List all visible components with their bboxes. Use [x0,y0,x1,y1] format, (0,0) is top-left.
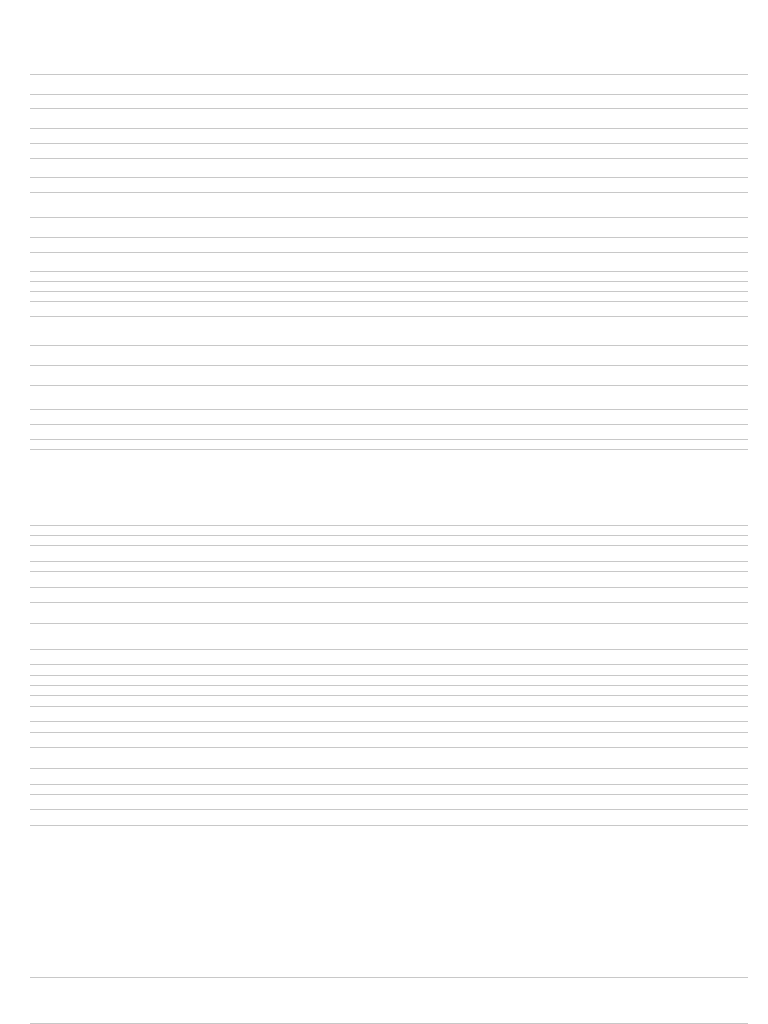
table-row [30,253,748,273]
table-row [30,159,748,179]
table-row [30,425,748,440]
table-row [30,536,748,546]
table-row [30,588,748,604]
table-row [30,650,748,666]
table-row [30,60,748,75]
table-row [30,665,748,675]
table-row [30,526,748,536]
table-row [30,272,748,282]
table-row [30,302,748,317]
table-row [30,144,748,159]
sheet-2 [0,506,768,826]
table-row [30,193,748,218]
table-row [30,510,748,526]
table-row [30,109,748,129]
table-row [30,978,748,1024]
table-row [30,178,748,193]
table-row [30,722,748,732]
table-row [30,282,748,292]
sheet-1-header-row [30,48,748,57]
table-row [30,733,748,749]
table-row [30,218,748,238]
sheet-1-rows [30,60,748,450]
table-row [30,795,748,811]
table-row [30,317,748,347]
table-row [30,707,748,723]
table-row [30,769,748,785]
table-row [30,546,748,562]
table-row [30,366,748,386]
sheet-1 [0,36,768,450]
sheet-3-rows [30,932,748,1024]
table-row [30,686,748,696]
table-row [30,346,748,366]
table-row [30,129,748,144]
table-row [30,95,748,110]
table-row [30,624,748,650]
table-row [30,603,748,624]
table-row [30,562,748,572]
table-row [30,748,748,769]
table-row [30,75,748,95]
table-row [30,676,748,686]
table-row [30,572,748,588]
table-row [30,810,748,826]
table-row [30,696,748,706]
table-row [30,932,748,978]
table-row [30,386,748,411]
sheet-2-rows [30,510,748,826]
table-row [30,292,748,302]
table-row [30,785,748,795]
sheet-1-title [0,36,768,42]
sheet-3 [0,928,768,1024]
table-row [30,238,748,253]
table-row [30,411,748,426]
table-row [30,440,748,450]
